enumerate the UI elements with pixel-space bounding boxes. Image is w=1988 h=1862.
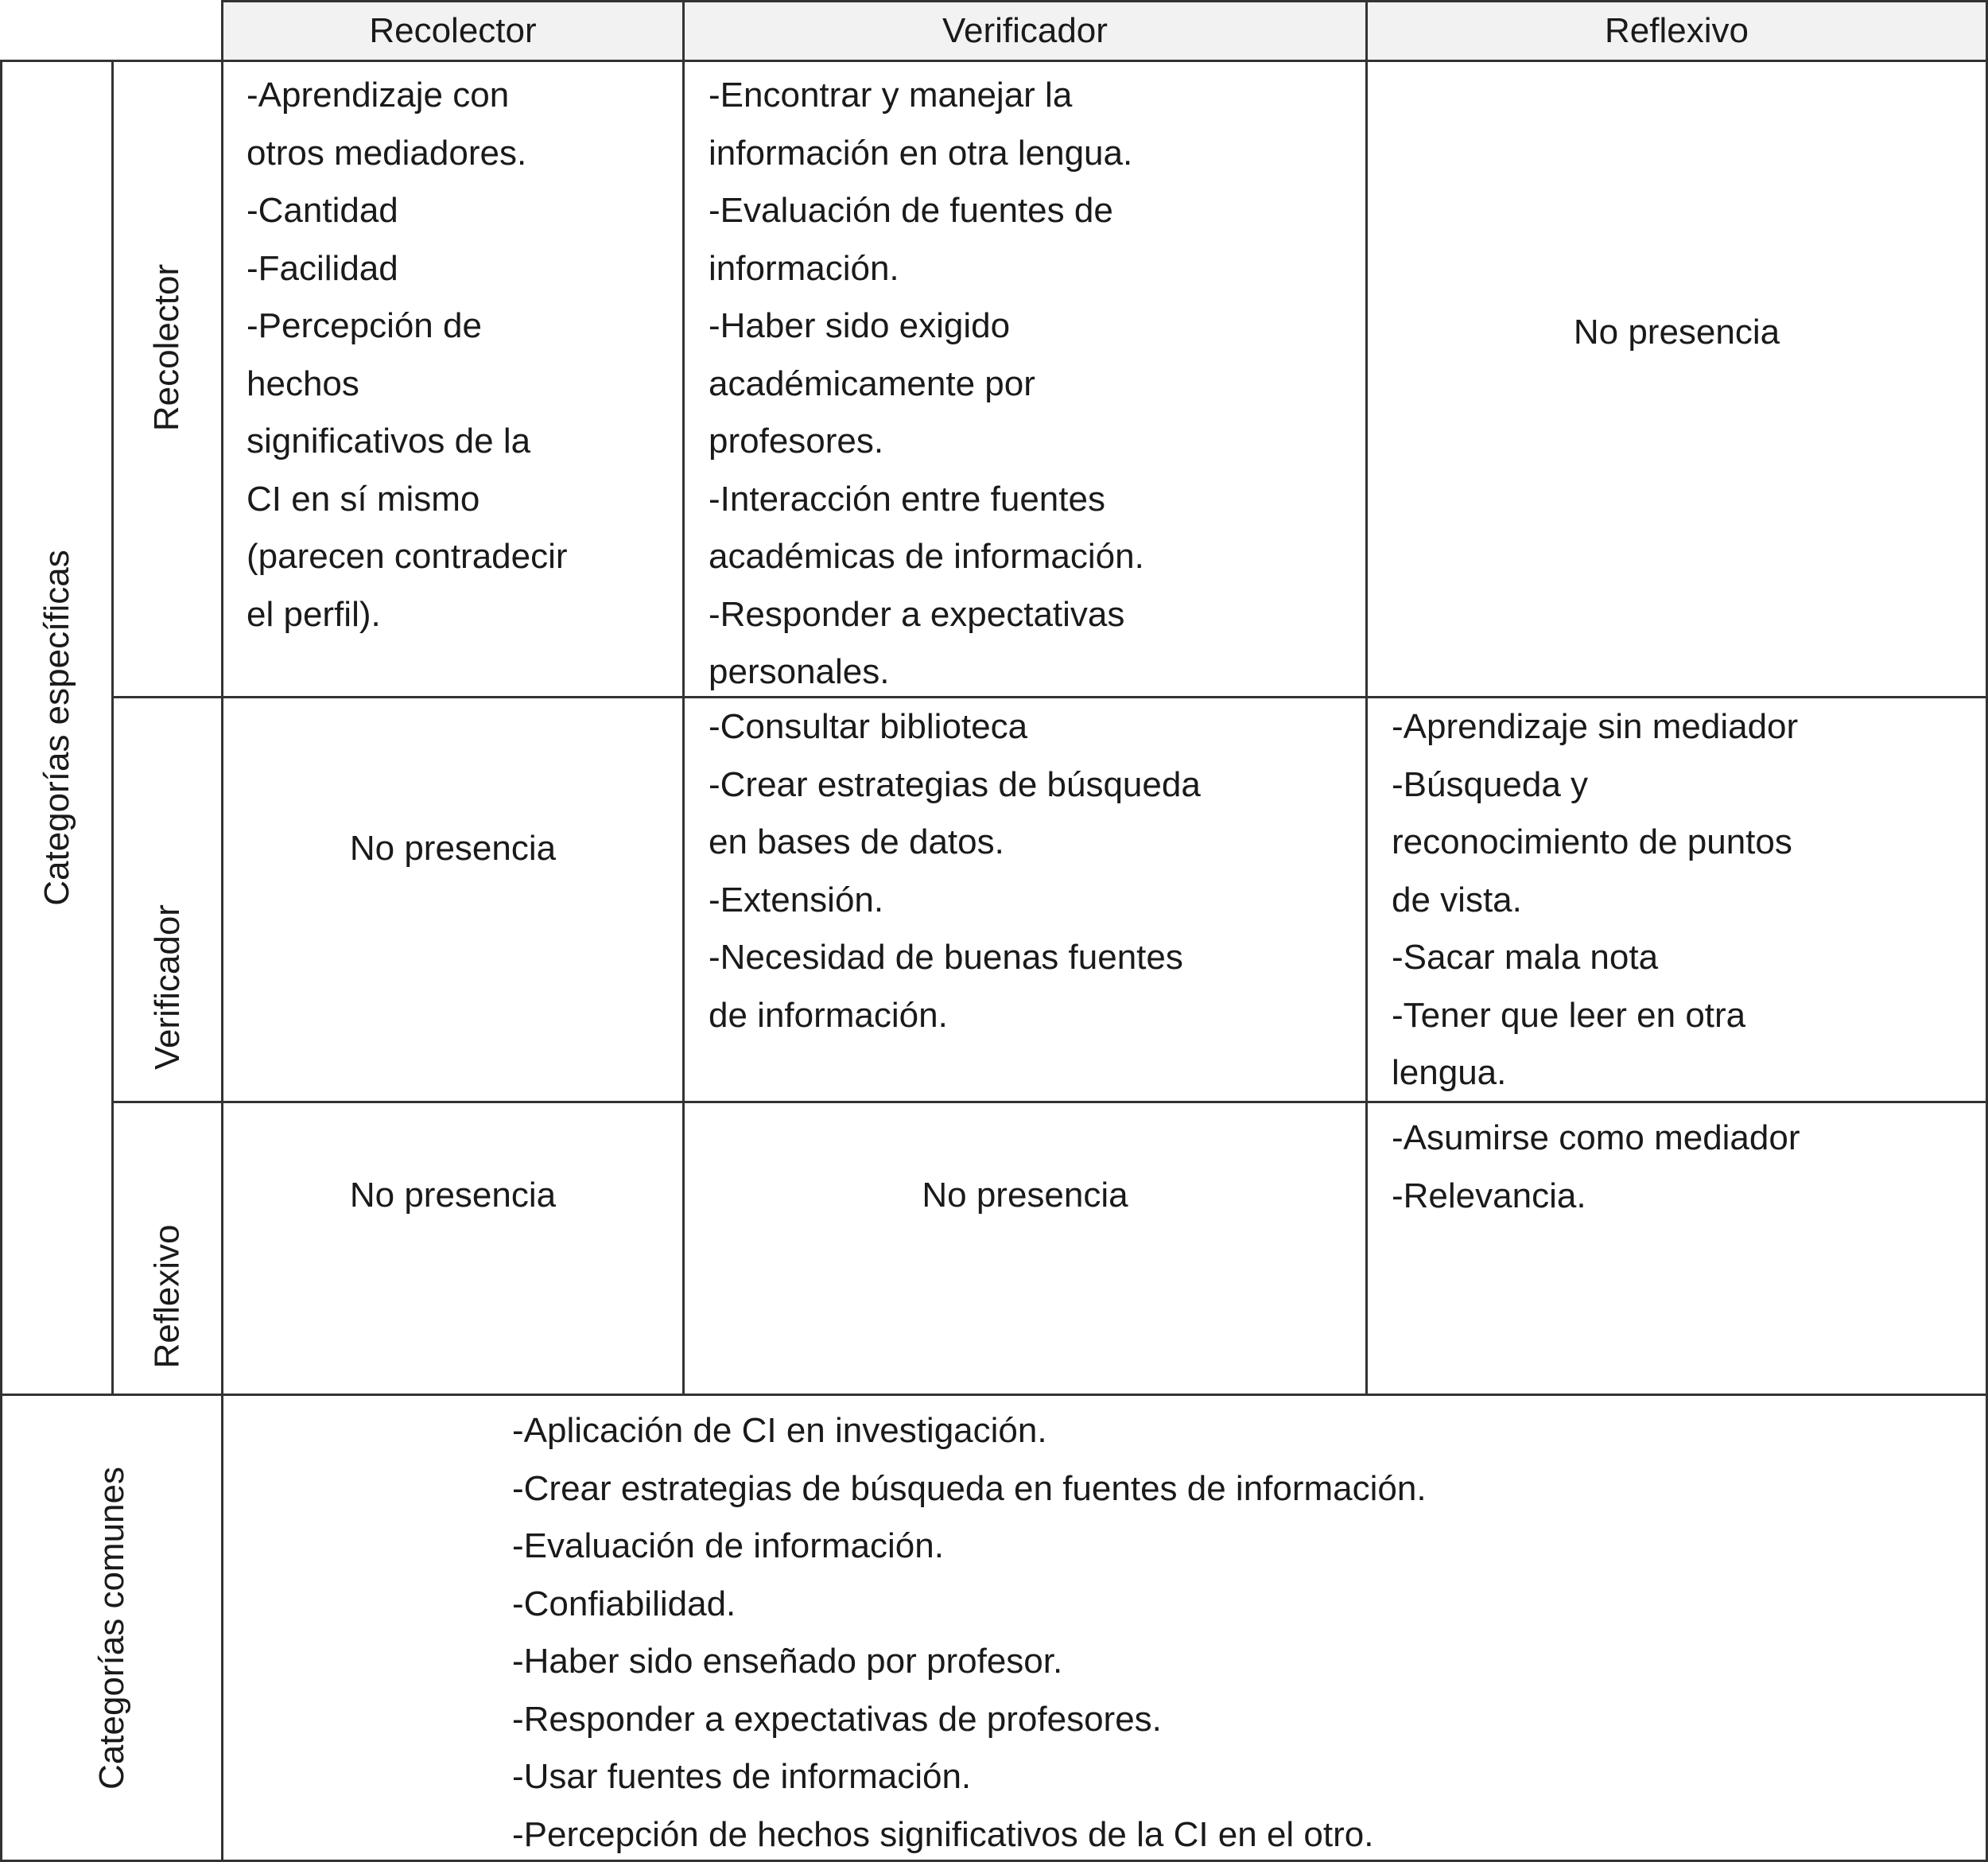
list-item: académicamente por: [709, 363, 1035, 403]
cell-item-list: [1392, 698, 1986, 1102]
cell-verificador-verificador: [682, 696, 1368, 1103]
list-item: -Encontrar y manejar la: [709, 76, 1073, 115]
list-item: -Haber sido enseñado por profesor.: [512, 1642, 1063, 1681]
list-item: académicas de información.: [709, 537, 1144, 576]
list-item: -Búsqueda y: [1392, 764, 1589, 804]
column-header-verificador: [682, 0, 1368, 62]
list-item: -Usar fuentes de información.: [512, 1757, 972, 1796]
row-header-verificador: [111, 696, 223, 1103]
list-item: personales.: [709, 652, 890, 691]
no-presence-text: No presencia: [349, 829, 557, 868]
cell-reflexivo-reflexivo: [1365, 1101, 1988, 1396]
no-presence-text: No presencia: [922, 1176, 1128, 1215]
cell-item-list: [1392, 1110, 1986, 1225]
list-item: -Tener que leer en otra: [1392, 995, 1746, 1035]
cell-recolector-verificador: [682, 60, 1368, 698]
cell-reflexivo-verificador: [682, 1101, 1368, 1396]
list-item: profesores.: [709, 422, 884, 461]
list-item: -Percepción de hechos significativos de la CI en el otro.: [512, 1814, 1374, 1854]
row-header-label: Recolector: [147, 263, 187, 431]
list-item: de información.: [709, 995, 948, 1035]
row-group-label: Categorías comunes: [91, 1466, 131, 1790]
list-item: -Relevancia.: [1392, 1176, 1586, 1215]
row-header-label: Reflexivo: [147, 1224, 187, 1368]
list-item: -Cantidad: [247, 191, 398, 230]
no-presence-text: No presencia: [1573, 313, 1780, 352]
column-header-label: Verificador: [942, 11, 1108, 50]
list-item: -Evaluación de fuentes de: [709, 191, 1113, 230]
list-item: reconocimiento de puntos: [1392, 822, 1792, 861]
cell-item-list: [709, 698, 1365, 1044]
list-item: (parecen contradecir: [247, 537, 568, 576]
list-item: -Percepción de: [247, 306, 482, 345]
list-item: -Facilidad: [247, 248, 398, 288]
row-header-reflexivo: [111, 1101, 223, 1396]
column-header-label: Recolector: [369, 11, 537, 50]
list-item: -Asumirse como mediador: [1392, 1118, 1800, 1157]
list-item: información.: [709, 248, 899, 288]
list-item: -Crear estrategias de búsqueda en fuentes de información.: [512, 1468, 1427, 1508]
list-item: -Consultar biblioteca: [709, 707, 1028, 746]
list-item: -Aplicación de CI en investigación.: [512, 1411, 1047, 1450]
list-item: -Aprendizaje sin mediador: [1392, 707, 1799, 746]
no-presence-text: No presencia: [349, 1176, 557, 1215]
column-header-reflexivo: [1365, 0, 1988, 62]
list-item: -Aprendizaje con: [247, 76, 510, 115]
row-group-common-categories: [0, 1394, 223, 1862]
list-item: -Sacar mala nota: [1392, 938, 1659, 977]
row-group-specific-categories: [0, 60, 114, 1396]
cell-recolector-recolector: [221, 60, 685, 698]
list-item: en bases de datos.: [709, 822, 1004, 861]
list-item: -Haber sido exigido: [709, 306, 1011, 345]
cell-common-categories: [221, 1394, 1988, 1862]
list-item: hechos: [247, 363, 359, 403]
list-item: el perfil).: [247, 594, 381, 634]
list-item: significativos de la: [247, 422, 531, 461]
cell-verificador-recolector: [221, 696, 685, 1103]
row-group-label: Categorías específicas: [37, 550, 76, 906]
cell-reflexivo-recolector: [221, 1101, 685, 1396]
common-item-list: [512, 1402, 1986, 1862]
cell-item-list: [247, 67, 682, 643]
list-item: -Necesidad de buenas fuentes: [709, 938, 1183, 977]
list-item: -Evaluación de información.: [512, 1526, 944, 1565]
column-header-label: Reflexivo: [1605, 11, 1749, 50]
list-item: -Interacción entre fuentes: [709, 479, 1105, 519]
list-item: CI en sí mismo: [247, 479, 480, 519]
row-header-recolector: [111, 60, 223, 698]
column-header-recolector: [221, 0, 685, 62]
list-item: -Extensión.: [709, 880, 884, 919]
cell-verificador-reflexivo: [1365, 696, 1988, 1103]
list-item: -Responder a expectativas de profesores.: [512, 1699, 1162, 1739]
cell-item-list: [709, 67, 1365, 702]
list-item: de vista.: [1392, 880, 1522, 919]
list-item: otros mediadores.: [247, 133, 527, 173]
cell-recolector-reflexivo: [1365, 60, 1988, 698]
row-header-label: Verificador: [147, 904, 187, 1070]
list-item: -Crear estrategias de búsqueda: [709, 764, 1201, 804]
list-item: -Confiabilidad.: [512, 1584, 736, 1623]
list-item: información en otra lengua.: [709, 133, 1133, 173]
list-item: -Responder a expectativas: [709, 594, 1125, 634]
list-item: lengua.: [1392, 1053, 1507, 1092]
